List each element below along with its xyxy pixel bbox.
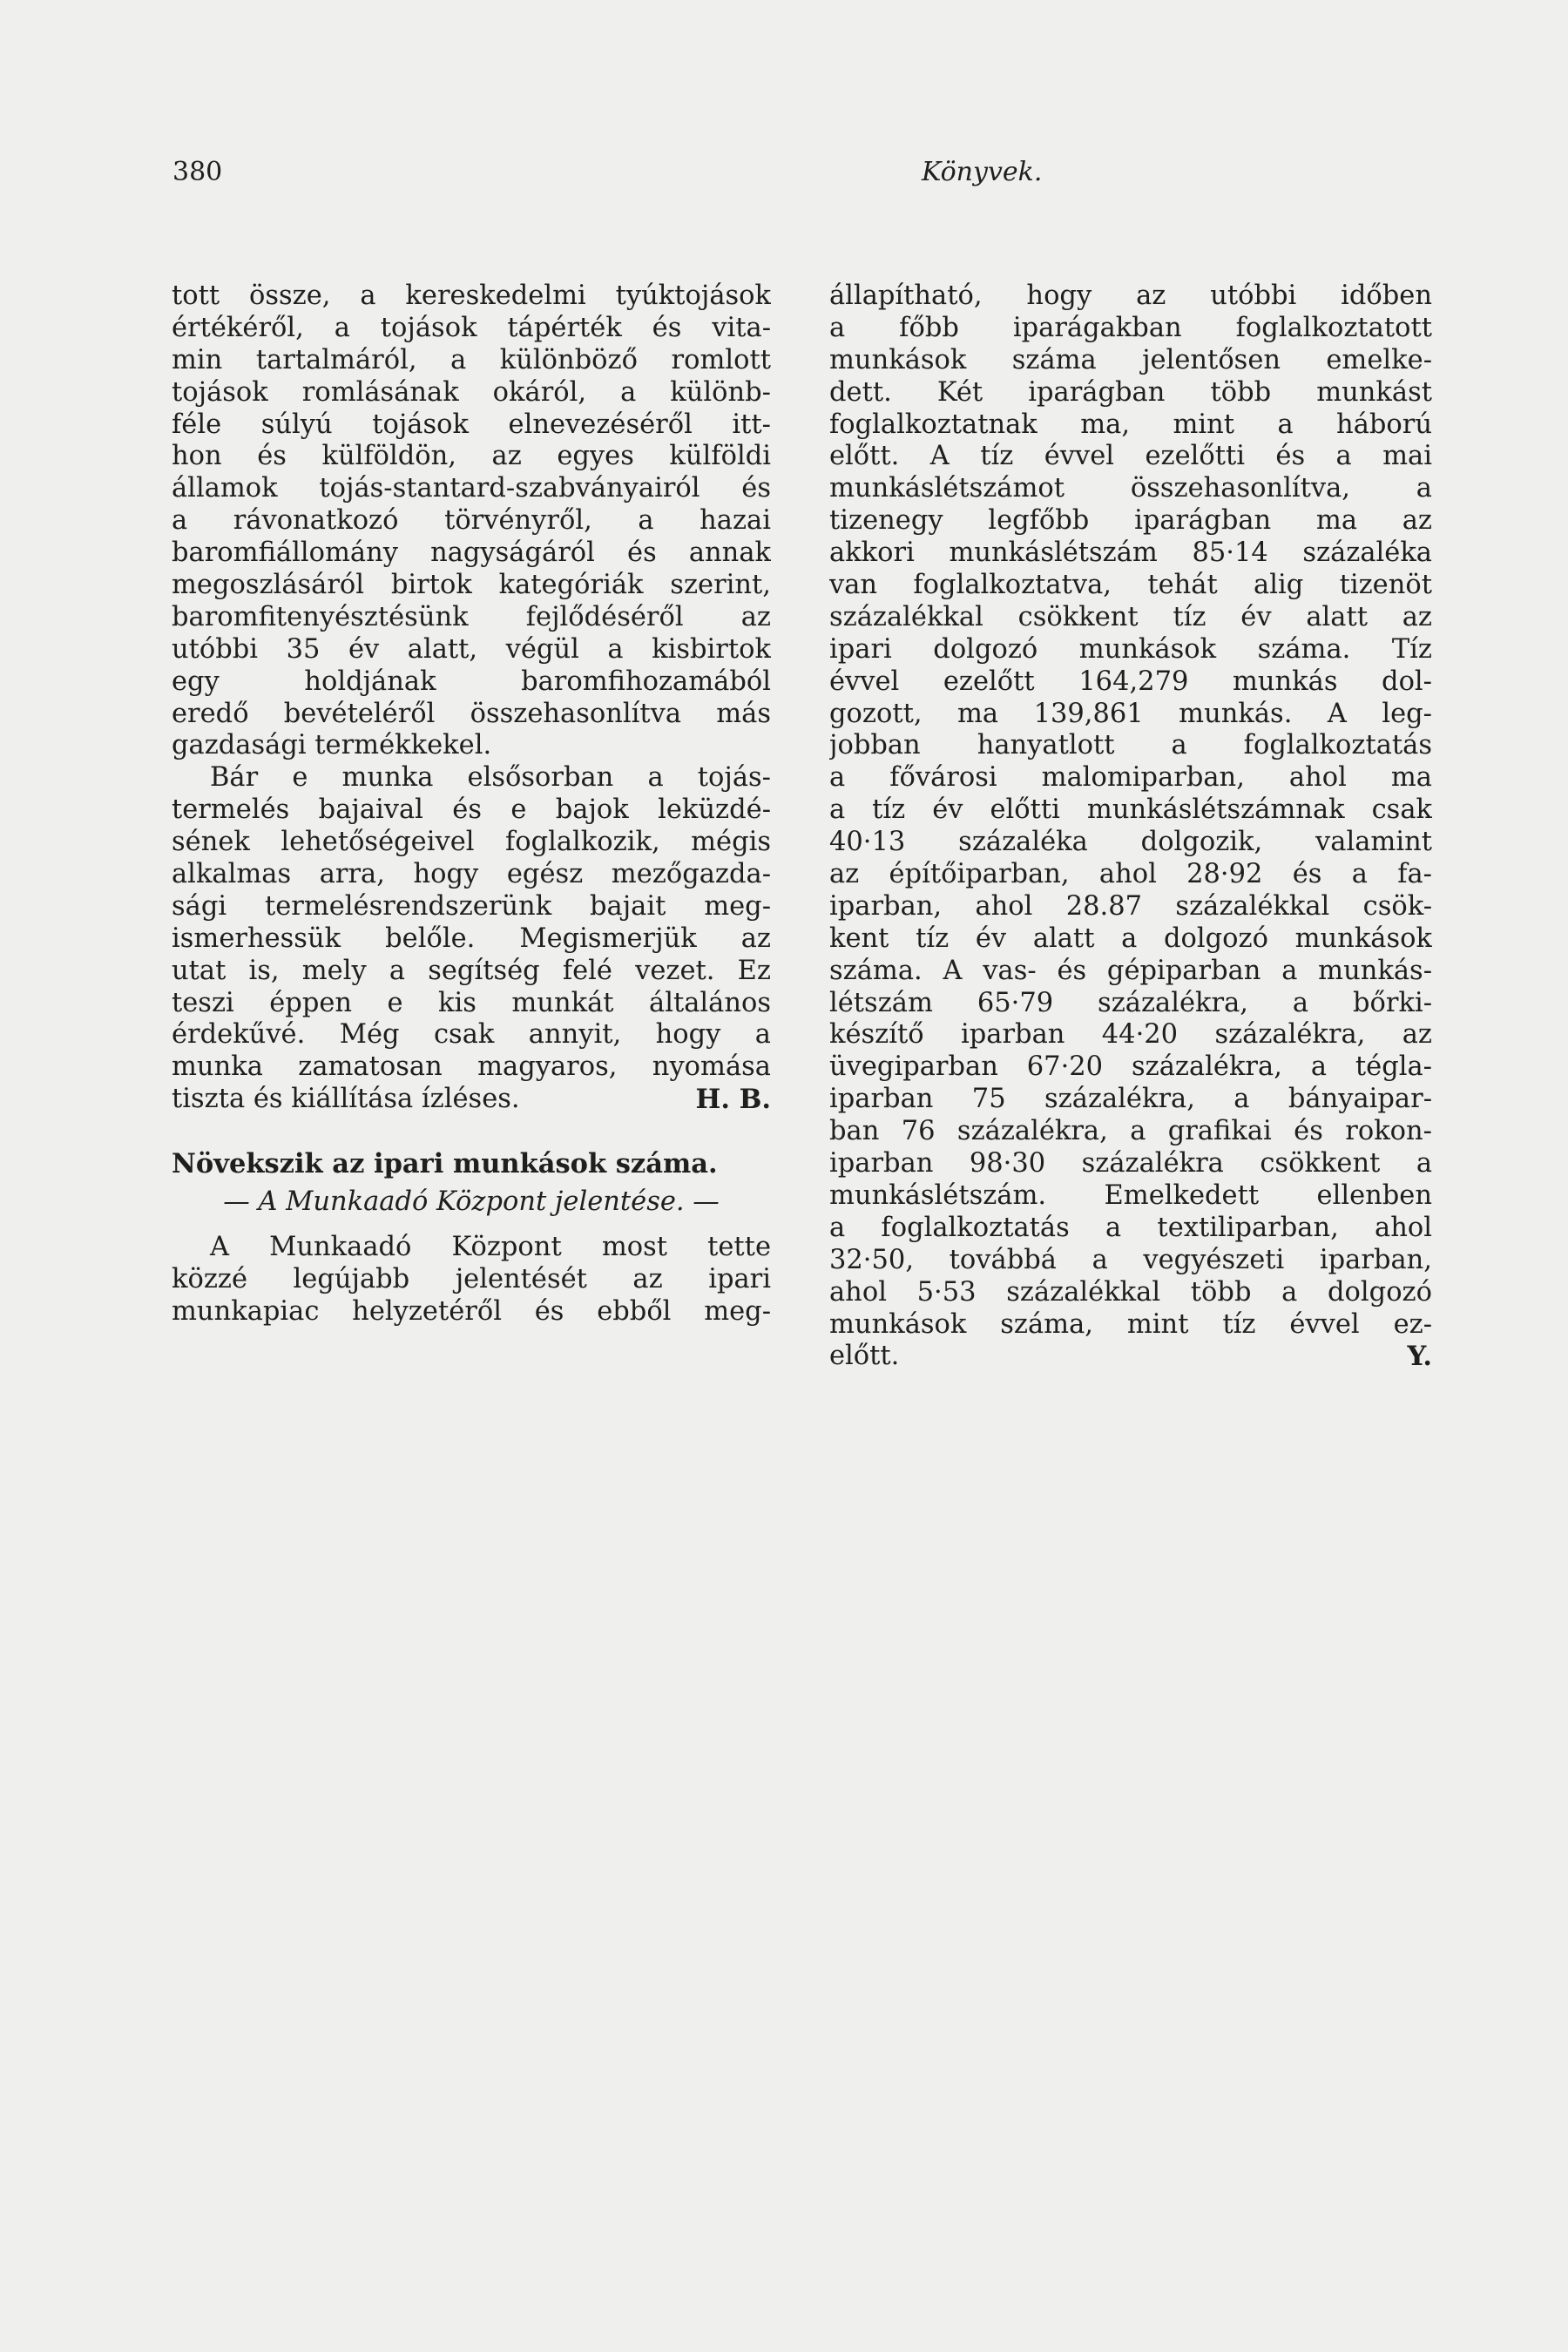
text-line: létszám 65·79 százalékra, a bőrki- xyxy=(829,987,1432,1018)
text-line: munkások száma, mint tíz évvel ez- xyxy=(829,1308,1432,1340)
left-column xyxy=(172,280,771,1328)
review-closing-line xyxy=(172,1084,771,1116)
article-paragraph-continued xyxy=(829,280,1432,1341)
text-line: féle súlyú tojások elnevezéséről itt- xyxy=(172,409,771,440)
text-line: egy holdjának baromfihozamából xyxy=(172,666,771,697)
text-line: min tartalmáról, a különböző romlott xyxy=(172,344,771,375)
text-line: állapítható, hogy az utóbbi időben xyxy=(829,280,1432,311)
text-line: munka zamatosan magyaros, nyomása xyxy=(172,1051,771,1083)
text-line: 32·50, továbbá a vegyészeti iparban, xyxy=(829,1244,1432,1275)
text-line: évvel ezelőtt 164,279 munkás dol- xyxy=(829,666,1432,697)
text-line: államok tojás-stantard-szabványairól és xyxy=(172,473,771,504)
page-number: 380 xyxy=(172,157,223,187)
spacer xyxy=(172,1116,771,1148)
text-line: munkáslétszámot összehasonlítva, a xyxy=(829,473,1432,504)
text-line: 40·13 százaléka dolgozik, valamint xyxy=(829,827,1432,858)
text-line: munkások száma jelentősen emelke- xyxy=(829,344,1432,375)
text-line: százalékkal csökkent tíz év alatt az xyxy=(829,601,1432,632)
text-line: Bár e munka elsősorban a tojás- xyxy=(210,762,771,794)
text-line: munkáslétszám. Emelkedett ellenben xyxy=(829,1179,1432,1211)
text-line: teszi éppen e kis munkát általános xyxy=(172,987,771,1018)
article-title: Növekszik az ipari munkások száma. xyxy=(172,1148,718,1180)
text-line: hon és külföldön, az egyes külföldi xyxy=(172,441,771,472)
text-line: sági termelésrendszerünk bajait meg- xyxy=(172,890,771,922)
text-line: gazdasági termékkekel. xyxy=(172,730,492,761)
text-line: száma. A vas- és gépiparban a munkás- xyxy=(829,955,1432,986)
text-line: iparban 75 százalékra, a bányaipar- xyxy=(829,1084,1432,1115)
text-line: értékéről, a tojások tápérték és vita- xyxy=(172,312,771,343)
text-line: baromfitenyésztésünk fejlődéséről az xyxy=(172,601,771,632)
article-closing-line xyxy=(829,1341,1432,1373)
text-line: iparban 98·30 százalékra csökkent a xyxy=(829,1148,1432,1179)
text-line: a főbb iparágakban foglalkoztatott xyxy=(829,312,1432,343)
text-line: ahol 5·53 százalékkal több a dolgozó xyxy=(829,1276,1432,1308)
text-line: ismerhessük belőle. Megismerjük az xyxy=(172,923,771,954)
text-line: ban 76 százalékra, a grafikai és rokon- xyxy=(829,1116,1432,1147)
text-line: van foglalkoztatva, tehát alig tizenöt xyxy=(829,570,1432,601)
text-line: utat is, mely a segítség felé vezet. Ez xyxy=(172,955,771,986)
text-line: foglalkoztatnak ma, mint a háború xyxy=(829,409,1432,440)
text-line: az építőiparban, ahol 28·92 és a fa- xyxy=(829,859,1432,890)
text-line: előtt. A tíz évvel ezelőtti és a mai xyxy=(829,441,1432,472)
text-line: közzé legújabb jelentését az ipari xyxy=(172,1263,771,1294)
text-line: dett. Két iparágban több munkást xyxy=(829,376,1432,408)
text-line: érdekűvé. Még csak annyit, hogy a xyxy=(172,1019,771,1051)
article-paragraph-start xyxy=(172,1232,771,1328)
text-line: megoszlásáról birtok kategóriák szerint, xyxy=(172,570,771,601)
text-line: gozott, ma 139,861 munkás. A leg- xyxy=(829,698,1432,729)
text-line: kent tíz év alatt a dolgozó munkások xyxy=(829,923,1432,954)
text-line: a rávonatkozó törvényről, a hazai xyxy=(172,505,771,537)
text-line: tott össze, a kereskedelmi tyúktojások xyxy=(172,280,771,311)
text-line: a fővárosi malomiparban, ahol ma xyxy=(829,762,1432,794)
text-line: A Munkaadó Központ most tette xyxy=(210,1232,771,1263)
review-final-text: tiszta és kiállítása ízléses. xyxy=(172,1084,520,1115)
text-line: a foglalkoztatás a textiliparban, ahol xyxy=(829,1212,1432,1243)
article-signature: Y. xyxy=(1407,1341,1432,1373)
text-line: baromfiállomány nagyságáról és annak xyxy=(172,537,771,569)
review-paragraph-2 xyxy=(172,762,771,1084)
text-line: készítő iparban 44·20 százalékra, az xyxy=(829,1019,1432,1051)
text-line: eredő bevételéről összehasonlítva más xyxy=(172,698,771,729)
review-signature: H. B. xyxy=(695,1084,771,1116)
text-line: iparban, ahol 28.87 százalékkal csök- xyxy=(829,890,1432,922)
text-line: jobban hanyatlott a foglalkoztatás xyxy=(829,730,1432,761)
text-line: tizenegy legfőbb iparágban ma az xyxy=(829,505,1432,537)
running-head: Könyvek. xyxy=(922,157,1043,187)
article-subtitle: — A Munkaadó Központ jelentése. — xyxy=(223,1186,720,1218)
text-line: üvegiparban 67·20 százalékra, a tégla- xyxy=(829,1051,1432,1083)
article-final-text: előtt. xyxy=(829,1341,900,1372)
text-line: utóbbi 35 év alatt, végül a kisbirtok xyxy=(172,633,771,665)
text-line: ipari dolgozó munkások száma. Tíz xyxy=(829,633,1432,665)
text-line: a tíz év előtti munkáslétszámnak csak xyxy=(829,794,1432,826)
review-paragraph-1 xyxy=(172,280,771,762)
page-header xyxy=(172,157,1436,200)
text-line: munkapiac helyzetéről és ebből meg- xyxy=(172,1295,771,1327)
text-line: tojások romlásának okáról, a különb- xyxy=(172,376,771,408)
text-line: sének lehetőségeivel foglalkozik, mégis xyxy=(172,827,771,858)
text-line: akkori munkáslétszám 85·14 százaléka xyxy=(829,537,1432,569)
text-line: alkalmas arra, hogy egész mezőgazda- xyxy=(172,859,771,890)
right-column xyxy=(829,280,1432,1373)
text-line: termelés bajaival és e bajok leküzdé- xyxy=(172,794,771,826)
